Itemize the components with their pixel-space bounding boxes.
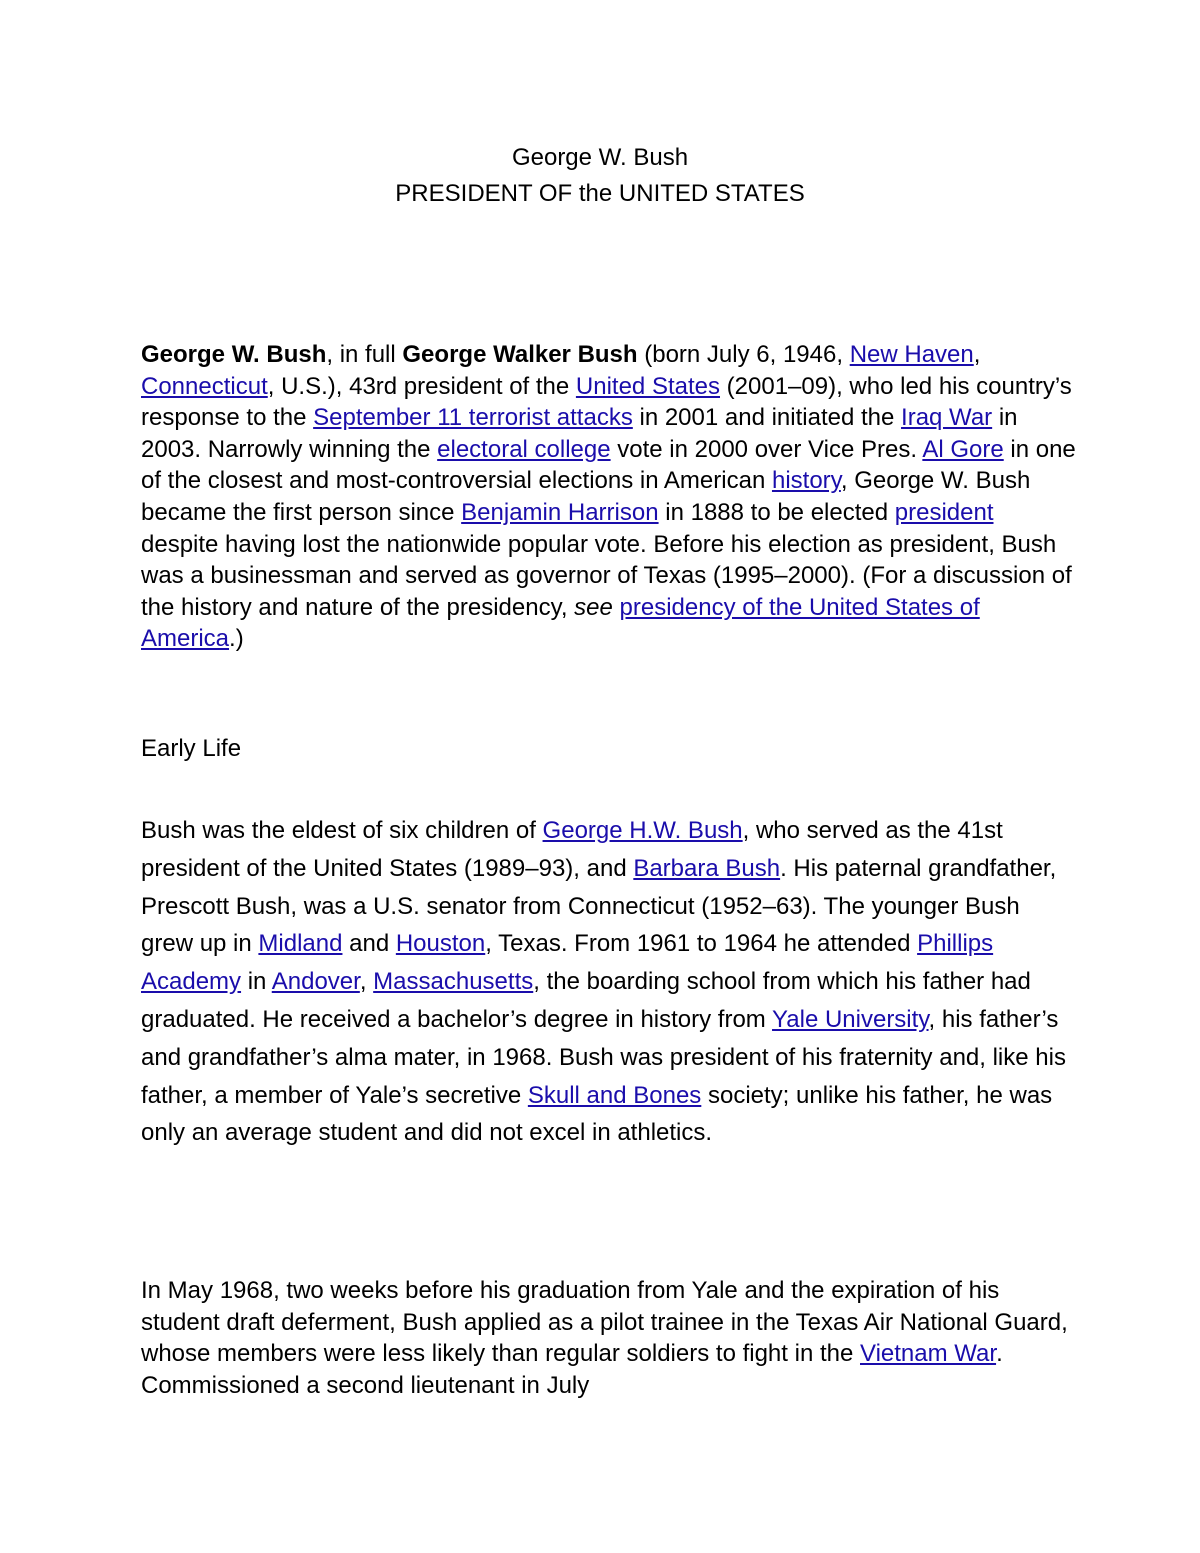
link-massachusetts[interactable]: Massachusetts bbox=[373, 968, 534, 996]
link-yale-university[interactable]: Yale University bbox=[772, 1005, 929, 1033]
link-president[interactable]: president bbox=[894, 498, 994, 526]
link-george-hw-bush[interactable]: George H.W. Bush bbox=[542, 817, 743, 844]
link-phillips-academy[interactable]: Phillips Academy bbox=[141, 930, 994, 996]
military-paragraph: In May 1968, two weeks before his graduation from Yale and the expiration of his student draft deferment, Bush applied as a pilot trainee in the Texas Air National Guard, whose members were less likely than regular soldiers to fight in the Vietnam War. Commissioned a second lieutenant in July bbox=[141, 1277, 1068, 1399]
link-andover[interactable]: Andover bbox=[271, 968, 360, 996]
early-life-paragraph: Bush was the eldest of six children of George H.W. Bush, who served as the 41st president of the United States (1989–93), and Barbara Bush. His paternal grandfather, Prescott Bush, was a U.S. senator from Connecticut (1952–63). The younger Bush grew up in Midland and Houston, Texas. From 1961 to 1964 he attended Phillips Academy in Andover, Massachusetts, the boarding school from which his father had graduated. He received a bachelor’s degree in history from Yale University, his father’s and grandfather’s alma mater, in 1968. Bush was president of his fraternity and, like his father, a member of Yale’s secretive Skull and Bones society; unlike his father, he was only an average student and did not excel in athletics. bbox=[141, 817, 1066, 1147]
link-united-states[interactable]: United States bbox=[575, 372, 720, 400]
link-history[interactable]: history bbox=[771, 467, 841, 495]
link-connecticut[interactable]: Connecticut bbox=[141, 372, 268, 400]
link-midland[interactable]: Midland bbox=[258, 930, 343, 958]
link-presidency[interactable]: presidency of the United States of America bbox=[141, 593, 980, 653]
intro-paragraph: George W. Bush, in full George Walker Bush (born July 6, 1946, New Haven, Connecticut, U.S.), 43rd president of the United States (2001–09), who led his country’s response to the September 11 terrorist attacks in 2001 and initiated the Iraq War in 2003. Narrowly winning the electoral college vote in 2000 over Vice Pres. Al Gore in one of the closest and most-controversial elections in American history, George W. Bush became the first person since Benjamin Harrison in 1888 to be elected president despite having lost the nationwide popular vote. Before his election as president, Bush was a businessman and served as governor of Texas (1995–2000). (For a discussion of the history and nature of the presidency, see presidency of the United States of America.) bbox=[141, 341, 1076, 653]
link-september-11[interactable]: September 11 terrorist attacks bbox=[313, 404, 633, 432]
italic-see: see bbox=[574, 593, 613, 621]
document-title: George W. Bush bbox=[511, 144, 689, 171]
link-al-gore[interactable]: Al Gore bbox=[922, 435, 1004, 463]
link-houston[interactable]: Houston bbox=[395, 930, 486, 958]
link-electoral-college[interactable]: electoral college bbox=[437, 435, 611, 463]
document-header bbox=[0, 140, 1200, 212]
link-barbara-bush[interactable]: Barbara Bush bbox=[633, 854, 781, 882]
section-heading-early-life: Early Life bbox=[141, 735, 242, 762]
link-new-haven[interactable]: New Haven bbox=[849, 341, 974, 368]
bold-name: George W. Bush bbox=[141, 341, 327, 368]
link-skull-and-bones[interactable]: Skull and Bones bbox=[527, 1081, 702, 1109]
link-iraq-war[interactable]: Iraq War bbox=[901, 404, 993, 432]
document-subtitle: PRESIDENT OF the UNITED STATES bbox=[395, 180, 805, 207]
link-vietnam-war[interactable]: Vietnam War bbox=[860, 1340, 997, 1368]
link-benjamin-harrison[interactable]: Benjamin Harrison bbox=[461, 498, 659, 526]
bold-full-name: George Walker Bush bbox=[402, 341, 638, 368]
